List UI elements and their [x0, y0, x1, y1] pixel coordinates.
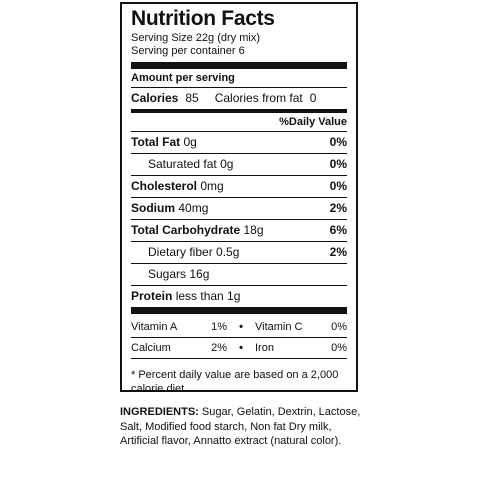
nutrient-label	[131, 198, 208, 219]
nutrient-amount: 40mg	[178, 201, 209, 215]
servings-per-container: Serving per container 6	[131, 45, 245, 57]
nutrient-daily-value: 0%	[329, 179, 347, 193]
nutrient-label	[148, 242, 239, 263]
vitamin-row	[131, 338, 347, 358]
daily-value-header: %Daily Value	[279, 116, 347, 128]
nutrient-label	[131, 176, 224, 197]
nutrient-daily-value: 0%	[329, 157, 347, 171]
divider	[131, 358, 347, 359]
nutrient-row-saturated-fat	[131, 154, 347, 175]
vitamin-right	[255, 338, 347, 358]
vitamin-left	[131, 338, 227, 358]
nutrient-label	[148, 154, 233, 175]
daily-value-footnote: * Percent daily value are based on a 2,000 calorie diet.	[131, 369, 339, 395]
nutrient-daily-value: 2%	[329, 245, 347, 259]
nutrient-amount: 0.5g	[216, 245, 240, 259]
nutrient-name: Total Carbohydrate	[131, 223, 241, 237]
calories-value: 85	[185, 91, 199, 105]
serving-size: Serving Size 22g (dry mix)	[131, 32, 260, 44]
bullet-separator: •	[239, 321, 243, 333]
nutrient-name: Total Fat	[131, 135, 181, 149]
nutrient-name: Saturated fat	[148, 157, 217, 171]
nutrient-row-total-carbohydrate	[131, 220, 347, 241]
vitamin-left	[131, 317, 227, 337]
nutrient-daily-value: 2%	[329, 201, 347, 215]
label-title: Nutrition Facts	[131, 7, 275, 30]
nutrient-amount: 0g	[183, 135, 197, 149]
ingredients-statement	[120, 405, 370, 449]
nutrient-amount: 18g	[243, 223, 264, 237]
nutrient-row-sugars	[131, 264, 347, 285]
ingredients-label: INGREDIENTS:	[120, 406, 199, 418]
thick-divider	[131, 307, 347, 314]
nutrient-amount: 0mg	[200, 179, 224, 193]
nutrient-row-dietary-fiber	[131, 242, 347, 263]
nutrient-label	[131, 132, 197, 153]
nutrient-daily-value: 0%	[329, 135, 347, 149]
nutrient-amount: less than 1g	[175, 289, 241, 303]
calories-label: Calories	[131, 91, 179, 105]
vitamin-name: Vitamin A	[131, 321, 178, 333]
nutrient-row-total-fat	[131, 132, 347, 153]
nutrient-amount: 0g	[220, 157, 234, 171]
nutrient-row-sodium	[131, 198, 347, 219]
vitamin-name: Iron	[255, 342, 274, 354]
nutrition-facts-label	[120, 2, 358, 395]
calories-from-fat-label: Calories from fat	[214, 91, 303, 105]
nutrient-label	[148, 264, 209, 285]
ingredients-text: Sugar, Gelatin, Dextrin, Lactose, Salt, Modified food starch, Non fat Dry milk, Artificial flavor, Annatto extract (natural color).	[120, 406, 361, 447]
nutrient-row-cholesterol	[131, 176, 347, 197]
nutrient-row-protein	[131, 286, 347, 307]
vitamin-value: 0%	[331, 342, 347, 354]
amount-per-serving: Amount per serving	[131, 72, 235, 84]
vitamin-name: Vitamin C	[255, 321, 303, 333]
vitamin-name: Calcium	[131, 342, 171, 354]
vitamin-row	[131, 317, 347, 337]
vitamin-value: 1%	[211, 321, 227, 333]
nutrient-name: Sugars	[148, 267, 187, 281]
nutrient-amount: 16g	[189, 267, 210, 281]
nutrient-name: Dietary fiber	[148, 245, 213, 259]
calories-row	[131, 88, 347, 109]
vitamin-value: 0%	[331, 321, 347, 333]
bullet-separator: •	[239, 342, 243, 354]
vitamin-right	[255, 317, 347, 337]
nutrient-name: Sodium	[131, 201, 175, 215]
nutrient-label	[131, 286, 240, 307]
nutrient-daily-value: 6%	[329, 223, 347, 237]
thick-divider	[131, 62, 347, 69]
nutrient-name: Protein	[131, 289, 173, 303]
nutrient-name: Cholesterol	[131, 179, 198, 193]
vitamin-value: 2%	[211, 342, 227, 354]
nutrient-label	[131, 220, 264, 241]
calories-from-fat-value: 0	[309, 91, 317, 105]
